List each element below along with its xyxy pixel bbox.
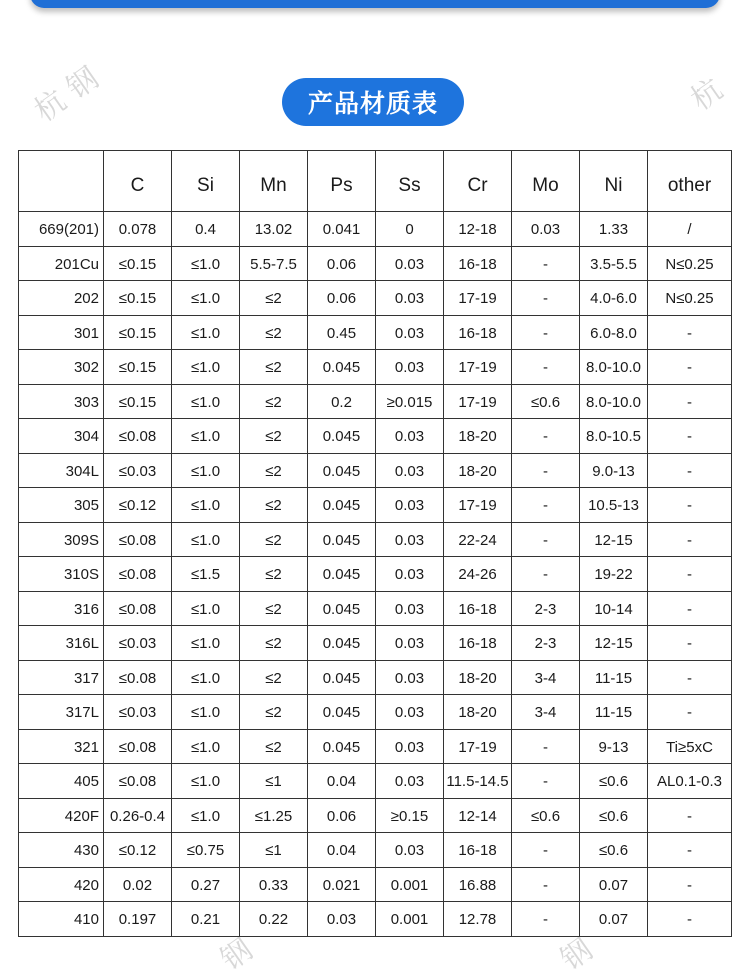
value-cell: -: [512, 522, 580, 557]
value-cell: ≤0.6: [580, 833, 648, 868]
value-cell: ≤2: [240, 350, 308, 385]
grade-cell: 301: [19, 315, 104, 350]
value-cell: ≤1.0: [172, 350, 240, 385]
value-cell: 2-3: [512, 626, 580, 661]
grade-cell: 201Cu: [19, 246, 104, 281]
table-row: [19, 798, 732, 833]
value-cell: 12.78: [444, 902, 512, 937]
value-cell: 16-18: [444, 833, 512, 868]
table-header-row: [19, 151, 732, 212]
value-cell: 0.2: [308, 384, 376, 419]
value-cell: ≤0.15: [104, 315, 172, 350]
table-row: [19, 522, 732, 557]
value-cell: -: [512, 246, 580, 281]
value-cell: 0.001: [376, 867, 444, 902]
header-grade: [19, 151, 104, 212]
value-cell: ≤0.15: [104, 281, 172, 316]
grade-cell: 310S: [19, 557, 104, 592]
header-ps: Ps: [308, 151, 376, 212]
value-cell: 0.03: [376, 764, 444, 799]
value-cell: ≤0.6: [580, 798, 648, 833]
value-cell: N≤0.25: [648, 246, 732, 281]
header-mn: Mn: [240, 151, 308, 212]
value-cell: 0.4: [172, 212, 240, 247]
value-cell: ≤0.15: [104, 384, 172, 419]
value-cell: ≤2: [240, 384, 308, 419]
value-cell: 16.88: [444, 867, 512, 902]
grade-cell: 303: [19, 384, 104, 419]
value-cell: 0.03: [308, 902, 376, 937]
value-cell: -: [648, 626, 732, 661]
value-cell: ≤0.03: [104, 695, 172, 730]
value-cell: 0.045: [308, 729, 376, 764]
value-cell: ≤1.0: [172, 384, 240, 419]
material-composition-table: [18, 150, 732, 937]
table-row: [19, 488, 732, 523]
value-cell: -: [648, 695, 732, 730]
value-cell: 0.045: [308, 453, 376, 488]
value-cell: ≤1.0: [172, 315, 240, 350]
table-row: [19, 453, 732, 488]
value-cell: ≤2: [240, 453, 308, 488]
table-row: [19, 557, 732, 592]
value-cell: 16-18: [444, 626, 512, 661]
value-cell: ≤0.75: [172, 833, 240, 868]
value-cell: -: [512, 764, 580, 799]
grade-cell: 430: [19, 833, 104, 868]
value-cell: 10-14: [580, 591, 648, 626]
value-cell: ≤0.08: [104, 729, 172, 764]
value-cell: -: [512, 729, 580, 764]
value-cell: ≤1.0: [172, 591, 240, 626]
value-cell: Ti≥5xC: [648, 729, 732, 764]
header-ss: Ss: [376, 151, 444, 212]
table-row: [19, 729, 732, 764]
value-cell: ≤0.12: [104, 833, 172, 868]
value-cell: 8.0-10.0: [580, 384, 648, 419]
grade-cell: 669(201): [19, 212, 104, 247]
value-cell: ≤2: [240, 281, 308, 316]
value-cell: -: [648, 350, 732, 385]
value-cell: -: [648, 591, 732, 626]
value-cell: 0.03: [376, 488, 444, 523]
value-cell: 0.045: [308, 695, 376, 730]
value-cell: -: [512, 557, 580, 592]
value-cell: 0.03: [512, 212, 580, 247]
header-ni: Ni: [580, 151, 648, 212]
value-cell: ≤1.0: [172, 660, 240, 695]
value-cell: N≤0.25: [648, 281, 732, 316]
value-cell: 0.03: [376, 695, 444, 730]
value-cell: ≤1.0: [172, 626, 240, 661]
header-cr: Cr: [444, 151, 512, 212]
value-cell: 0.03: [376, 626, 444, 661]
value-cell: 0.07: [580, 902, 648, 937]
value-cell: 0: [376, 212, 444, 247]
value-cell: ≤2: [240, 695, 308, 730]
value-cell: 11-15: [580, 695, 648, 730]
value-cell: -: [512, 902, 580, 937]
value-cell: AL0.1-0.3: [648, 764, 732, 799]
grade-cell: 202: [19, 281, 104, 316]
value-cell: 5.5-7.5: [240, 246, 308, 281]
value-cell: 16-18: [444, 591, 512, 626]
value-cell: -: [648, 384, 732, 419]
value-cell: ≥0.15: [376, 798, 444, 833]
value-cell: ≤1.0: [172, 419, 240, 454]
grade-cell: 302: [19, 350, 104, 385]
value-cell: ≤1.5: [172, 557, 240, 592]
value-cell: ≤2: [240, 591, 308, 626]
value-cell: 0.03: [376, 729, 444, 764]
grade-cell: 304L: [19, 453, 104, 488]
value-cell: -: [648, 557, 732, 592]
value-cell: ≤1.0: [172, 522, 240, 557]
value-cell: ≤1.0: [172, 798, 240, 833]
value-cell: ≥0.015: [376, 384, 444, 419]
value-cell: 0.03: [376, 453, 444, 488]
watermark: 钢: [554, 931, 600, 978]
value-cell: 0.33: [240, 867, 308, 902]
value-cell: ≤0.12: [104, 488, 172, 523]
grade-cell: 317: [19, 660, 104, 695]
value-cell: 0.22: [240, 902, 308, 937]
value-cell: 0.02: [104, 867, 172, 902]
value-cell: 0.045: [308, 350, 376, 385]
value-cell: 0.197: [104, 902, 172, 937]
value-cell: 0.03: [376, 522, 444, 557]
value-cell: 3.5-5.5: [580, 246, 648, 281]
value-cell: -: [512, 419, 580, 454]
value-cell: ≤0.08: [104, 419, 172, 454]
value-cell: ≤1.0: [172, 695, 240, 730]
value-cell: 3-4: [512, 695, 580, 730]
value-cell: 12-18: [444, 212, 512, 247]
header-other: other: [648, 151, 732, 212]
value-cell: ≤1.0: [172, 246, 240, 281]
value-cell: 0.03: [376, 833, 444, 868]
watermark: 杭: [684, 71, 730, 118]
grade-cell: 405: [19, 764, 104, 799]
value-cell: -: [648, 315, 732, 350]
grade-cell: 316L: [19, 626, 104, 661]
value-cell: ≤0.08: [104, 557, 172, 592]
value-cell: 9-13: [580, 729, 648, 764]
value-cell: 0.03: [376, 281, 444, 316]
value-cell: /: [648, 212, 732, 247]
value-cell: -: [648, 660, 732, 695]
value-cell: 0.041: [308, 212, 376, 247]
value-cell: ≤1.0: [172, 453, 240, 488]
value-cell: 3-4: [512, 660, 580, 695]
value-cell: ≤0.6: [580, 764, 648, 799]
value-cell: 0.045: [308, 626, 376, 661]
value-cell: 10.5-13: [580, 488, 648, 523]
value-cell: 12-15: [580, 626, 648, 661]
value-cell: 19-22: [580, 557, 648, 592]
value-cell: 17-19: [444, 384, 512, 419]
value-cell: 4.0-6.0: [580, 281, 648, 316]
value-cell: 17-19: [444, 350, 512, 385]
header-mo: Mo: [512, 151, 580, 212]
table-row: [19, 764, 732, 799]
grade-cell: 309S: [19, 522, 104, 557]
value-cell: -: [648, 488, 732, 523]
value-cell: ≤2: [240, 419, 308, 454]
value-cell: ≤0.6: [512, 798, 580, 833]
value-cell: 22-24: [444, 522, 512, 557]
value-cell: ≤2: [240, 626, 308, 661]
value-cell: ≤1.25: [240, 798, 308, 833]
table-row: [19, 419, 732, 454]
table-row: [19, 833, 732, 868]
grade-cell: 305: [19, 488, 104, 523]
table-row: [19, 212, 732, 247]
value-cell: 0.27: [172, 867, 240, 902]
value-cell: ≤0.08: [104, 764, 172, 799]
value-cell: 0.03: [376, 246, 444, 281]
value-cell: -: [512, 488, 580, 523]
value-cell: ≤1.0: [172, 764, 240, 799]
value-cell: 12-15: [580, 522, 648, 557]
value-cell: 0.06: [308, 281, 376, 316]
value-cell: 8.0-10.0: [580, 350, 648, 385]
value-cell: 0.078: [104, 212, 172, 247]
table-row: [19, 867, 732, 902]
value-cell: 0.03: [376, 557, 444, 592]
value-cell: 11-15: [580, 660, 648, 695]
value-cell: -: [648, 902, 732, 937]
value-cell: -: [512, 315, 580, 350]
value-cell: ≤2: [240, 729, 308, 764]
value-cell: -: [648, 453, 732, 488]
table-row: [19, 246, 732, 281]
value-cell: 0.04: [308, 764, 376, 799]
value-cell: 18-20: [444, 453, 512, 488]
watermark: 钢: [214, 931, 260, 978]
value-cell: 18-20: [444, 419, 512, 454]
table-row: [19, 660, 732, 695]
header-c: C: [104, 151, 172, 212]
value-cell: ≤0.03: [104, 626, 172, 661]
page-title: 产品材质表: [282, 78, 464, 126]
value-cell: 0.045: [308, 419, 376, 454]
value-cell: 0.045: [308, 488, 376, 523]
value-cell: ≤0.08: [104, 660, 172, 695]
value-cell: 16-18: [444, 315, 512, 350]
value-cell: 0.045: [308, 522, 376, 557]
value-cell: 0.07: [580, 867, 648, 902]
value-cell: 11.5-14.5: [444, 764, 512, 799]
value-cell: 18-20: [444, 695, 512, 730]
value-cell: -: [648, 867, 732, 902]
value-cell: ≤2: [240, 557, 308, 592]
value-cell: 2-3: [512, 591, 580, 626]
value-cell: ≤2: [240, 315, 308, 350]
value-cell: ≤0.15: [104, 350, 172, 385]
value-cell: -: [648, 522, 732, 557]
value-cell: ≤2: [240, 660, 308, 695]
table-row: [19, 350, 732, 385]
value-cell: 0.045: [308, 557, 376, 592]
value-cell: 1.33: [580, 212, 648, 247]
value-cell: ≤0.15: [104, 246, 172, 281]
value-cell: 0.04: [308, 833, 376, 868]
table-row: [19, 902, 732, 937]
value-cell: 0.045: [308, 591, 376, 626]
grade-cell: 304: [19, 419, 104, 454]
grade-cell: 317L: [19, 695, 104, 730]
value-cell: -: [512, 833, 580, 868]
grade-cell: 420: [19, 867, 104, 902]
value-cell: 17-19: [444, 729, 512, 764]
table-row: [19, 591, 732, 626]
value-cell: ≤0.6: [512, 384, 580, 419]
value-cell: ≤1: [240, 764, 308, 799]
value-cell: 16-18: [444, 246, 512, 281]
value-cell: 17-19: [444, 488, 512, 523]
value-cell: -: [512, 867, 580, 902]
header-si: Si: [172, 151, 240, 212]
value-cell: 24-26: [444, 557, 512, 592]
value-cell: 17-19: [444, 281, 512, 316]
top-banner-bar: [30, 0, 720, 8]
value-cell: 0.03: [376, 419, 444, 454]
watermark: 杭 钢: [28, 60, 106, 130]
value-cell: 0.03: [376, 591, 444, 626]
grade-cell: 420F: [19, 798, 104, 833]
value-cell: ≤0.08: [104, 591, 172, 626]
value-cell: 8.0-10.5: [580, 419, 648, 454]
value-cell: ≤1.0: [172, 488, 240, 523]
table-row: [19, 384, 732, 419]
value-cell: -: [512, 453, 580, 488]
table-row: [19, 626, 732, 661]
value-cell: 0.21: [172, 902, 240, 937]
value-cell: -: [648, 798, 732, 833]
value-cell: 0.06: [308, 798, 376, 833]
value-cell: -: [648, 419, 732, 454]
value-cell: ≤2: [240, 488, 308, 523]
table-row: [19, 695, 732, 730]
value-cell: 13.02: [240, 212, 308, 247]
grade-cell: 410: [19, 902, 104, 937]
value-cell: ≤2: [240, 522, 308, 557]
value-cell: 18-20: [444, 660, 512, 695]
table-row: [19, 281, 732, 316]
value-cell: -: [512, 281, 580, 316]
value-cell: 9.0-13: [580, 453, 648, 488]
value-cell: 0.021: [308, 867, 376, 902]
value-cell: -: [512, 350, 580, 385]
value-cell: ≤0.03: [104, 453, 172, 488]
value-cell: 0.03: [376, 660, 444, 695]
value-cell: 0.03: [376, 315, 444, 350]
value-cell: 0.001: [376, 902, 444, 937]
value-cell: 0.45: [308, 315, 376, 350]
value-cell: ≤1.0: [172, 281, 240, 316]
value-cell: ≤0.08: [104, 522, 172, 557]
value-cell: 12-14: [444, 798, 512, 833]
value-cell: 0.045: [308, 660, 376, 695]
table-row: [19, 315, 732, 350]
value-cell: ≤1: [240, 833, 308, 868]
grade-cell: 321: [19, 729, 104, 764]
value-cell: 0.06: [308, 246, 376, 281]
value-cell: 0.26-0.4: [104, 798, 172, 833]
value-cell: ≤1.0: [172, 729, 240, 764]
value-cell: -: [648, 833, 732, 868]
value-cell: 6.0-8.0: [580, 315, 648, 350]
grade-cell: 316: [19, 591, 104, 626]
value-cell: 0.03: [376, 350, 444, 385]
